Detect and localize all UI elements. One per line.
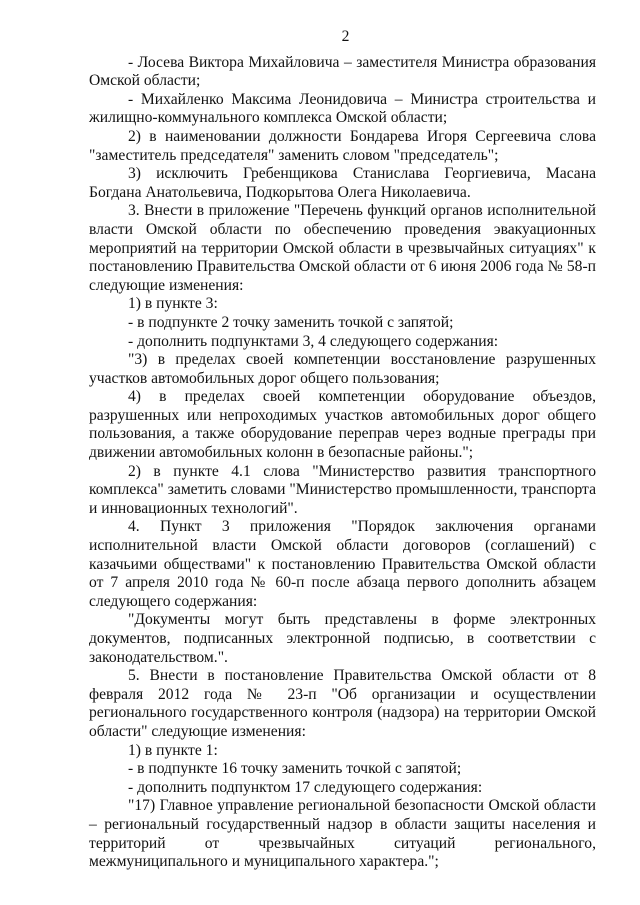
paragraph-item-3-subpoint-2: - в подпункте 2 точку заменить точкой с запятой; [128,313,454,331]
paragraph-item-3: 3. Внести в приложение "Перечень функций органов исполнительной власти Омской области по обеспечению проведения эвакуационных мероприятий на территории Омской области в чрезвычайных ситуациях" к постановлению Правительства Омской области от 6 июня 2006 года № 58-п следующие изменения: [89,202,596,294]
paragraph-item-3-point-1: 1) в пункте 3: [128,295,218,313]
paragraph-item-3-point-2: 2) в пункте 4.1 слова "Министерство развития транспортного комплекса" заметить словами "Министерство промышленности, транспорта и инновационных технологий". [89,462,596,517]
page-number: 2 [341,28,350,45]
paragraph-subpoint-3-text: "3) в пределах своей компетенции восстановление разрушенных участков автомобильных дорог общего пользования; [89,351,596,387]
paragraph-subpoint-4-text: 4) в пределах своей компетенции оборудование объездов, разрушенных или непроходимых участков автомобильных дорог общего пользования, а также оборудование переправ через водные преграды при движении автомобильных колонн в безопасные районы."; [89,388,596,462]
paragraph-exclude: 3) исключить Гребенщикова Станислава Георгиевича, Масана Богдана Анатольевича, Подкорытова Олега Николаевича. [89,165,596,201]
paragraph-subpoint-17-text: "17) Главное управление региональной безопасности Омской области – региональный государственный надзор в области защиты населения и территорий от чрезвычайных ситуаций регионального, межмуниципального и муниципального характера."; [89,797,596,871]
paragraph-bondarev: 2) в наименовании должности Бондарева Игоря Сергеевича слова "заместитель председателя" заменить словом "председатель"; [89,127,596,164]
paragraph-mikhailenko: - Михайленко Максима Леонидовича – Министра строительства и жилищно-коммунального комплекса Омской области; [89,90,596,127]
paragraph-item-5-add-subpoint: - дополнить подпунктом 17 следующего содержания: [128,778,483,796]
paragraph-item-5: 5. Внести в постановление Правительства Омской области от 8 февраля 2012 года № 23-п "Об организации и осуществлении регионального государственного контроля (надзора) на территории Омской области" следующие изменения: [89,667,596,740]
document-page [89,28,596,872]
paragraph-losev: - Лосева Виктора Михайловича – заместителя Министра образования Омской области; [89,53,596,90]
paragraph-item-3-add-subpoints: - дополнить подпунктами 3, 4 следующего содержания: [128,332,499,350]
paragraph-item-4: 4. Пункт 3 приложения "Порядок заключения органами исполнительной власти Омской области договоров (соглашений) с казачьими обществами" к постановлению Правительства Омской области от 7 апреля 2010 года № 60-п после абзаца первого дополнить абзацем следующего содержания: [89,518,596,610]
paragraph-item-5-point-1: 1) в пункте 1: [128,741,218,759]
paragraph-item-5-subpoint-16: - в подпункте 16 точку заменить точкой с запятой; [128,760,462,778]
paragraph-item-4-quote: "Документы могут быть представлены в форме электронных документов, подписанных электронной подписью, в соответствии с законодательством.". [89,611,596,666]
